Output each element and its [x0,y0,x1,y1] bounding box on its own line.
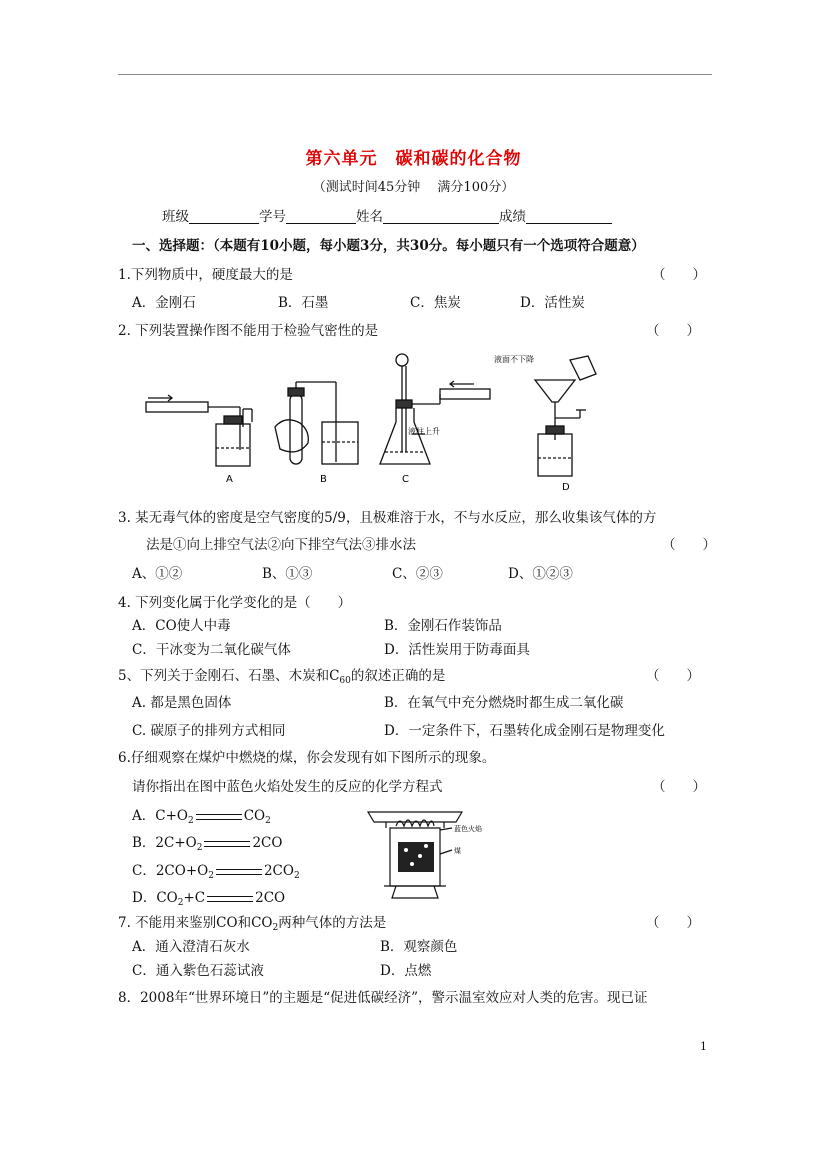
q6-answer-paren[interactable]: （ ） [652,779,706,795]
class-blank[interactable] [189,209,259,224]
fig-label-c: C [402,474,409,485]
score-label: 成绩 [499,209,526,225]
q5-stem [118,664,445,684]
q3-option-a: A、①② [132,566,183,582]
q7-option-d: D．点燃 [380,963,432,979]
q7-answer-paren[interactable]: （ ） [646,915,700,931]
q5-stem-post: 的叙述正确的是 [350,668,446,684]
coal-mass [398,842,434,872]
q1-stem: 1.下列物质中，硬度最大的是 [118,267,293,283]
q7-option-c: C．通入紫色石蕊试液 [132,963,264,979]
fig-label-d: D [562,482,570,493]
q7-option-b: B．观察颜色 [380,939,458,955]
q1-answer-paren[interactable]: （ ） [652,267,706,283]
q1-option-b: B．石墨 [278,295,329,311]
q1-option-c: C．焦炭 [410,295,461,311]
q4-option-b: B．金刚石作装饰品 [384,618,502,634]
q6-option-a: A．$C+O_2$ $CO_2$ [132,808,271,826]
fig-coal-label: 煤 [454,847,461,855]
page-subtitle: （测试时间45分钟 满分100分） [312,180,515,195]
q7-stem-pre: 7. 不能用来鉴别CO和CO [118,915,273,931]
q3-option-c: C、②③ [392,566,443,582]
q6-option-d: D．$CO_2+C$ 2CO [132,890,286,908]
blue-flame [396,820,434,826]
q3-option-d: D、①②③ [508,566,573,582]
student-info-line [162,205,612,225]
q3-stem-line1: 3. 某无毒气体的密度是空气密度的5/9，且极难溶于水，不与水反应，那么收集该气体的方 [118,510,657,526]
name-blank[interactable] [383,209,499,224]
q4-stem: 4. 下列变化属于化学变化的是（ ） [118,595,352,611]
beaker-d [570,356,596,380]
fig-label-a: A [226,474,233,485]
name-label: 姓名 [356,209,383,225]
test-tube-b [290,394,302,464]
q5-option-d: D．一定条件下，石墨转化成金刚石是物理变化 [384,723,665,739]
q6-option-b: B．$2C+O_2$ 2CO [132,835,283,853]
q5-option-a: A. 都是黑色固体 [132,695,232,711]
q5-option-c: C. 碳原子的排列方式相同 [132,723,286,739]
q2-apparatus-figure [140,352,600,497]
q7-stem-sub: 2 [272,923,279,933]
q7-option-a: A．通入澄清石灰水 [132,939,250,955]
q1-option-d: D．活性炭 [520,295,585,311]
syringe-a [146,402,208,412]
q5-stem-sub: 60 [339,676,351,686]
section-heading: 一、选择题：（本题有10小题，每小题3分，共30分。每小题只有一个选项符合题意） [132,238,645,254]
q4-option-c: C．干冰变为二氧化碳气体 [132,642,291,658]
fig-note-c: 液柱上升 [408,427,440,436]
flask-c [380,408,430,464]
q5-answer-paren[interactable]: （ ） [646,668,700,684]
bottle-d [538,434,572,476]
q1-option-a: A．金刚石 [132,295,196,311]
q7-stem [118,911,386,931]
q7-stem-post: 两种气体的方法是 [278,915,387,931]
id-label: 学号 [259,209,286,225]
q6-stem-line2: 请你指出在图中蓝色火焰处发生的反应的化学方程式 [132,779,443,795]
q5-option-b: B．在氧气中充分燃烧时都生成二氧化碳 [384,695,624,711]
q6-stove-figure [366,806,516,902]
q8-stem: 8．2008年“世界环境日”的主题是“促进低碳经济”，警示温室效应对人类的危害。现已证 [118,990,648,1006]
funnel-d [535,380,575,402]
q3-stem-line2: 法是①向上排空气法②向下排空气法③排水法 [146,537,416,553]
q6-stem-line1: 6.仔细观察在煤炉中燃烧的煤，你会发现有如下图所示的现象。 [118,750,496,766]
bottle-a [216,424,250,466]
syringe-c [440,389,490,399]
fig-label-b: B [320,474,327,485]
hand-b [275,420,308,452]
q6-option-c: C．$2CO+O_2$ $2CO_2$ [132,863,300,881]
fig-flame-label: 蓝色火焰 [454,825,482,833]
q2-stem: 2. 下列装置操作图不能用于检验气密性的是 [118,323,379,339]
page-title: 第六单元 碳和碳的化合物 [305,149,522,169]
class-label: 班级 [162,209,189,225]
q3-option-b: B、①③ [262,566,313,582]
q2-answer-paren[interactable]: （ ） [646,323,700,339]
score-blank[interactable] [526,209,612,224]
id-blank[interactable] [286,209,356,224]
fig-note-d: 液面不下降 [494,355,534,364]
q5-stem-pre: 5、下列关于金刚石、石墨、木炭和C [118,668,340,684]
q3-answer-paren[interactable]: （ ） [662,537,716,553]
header-rule [118,74,712,75]
q4-option-d: D．活性炭用于防毒面具 [384,642,530,658]
page-number: 1 [700,1040,707,1053]
q4-option-a: A．CO使人中毒 [132,618,231,634]
beaker-b [322,422,358,464]
